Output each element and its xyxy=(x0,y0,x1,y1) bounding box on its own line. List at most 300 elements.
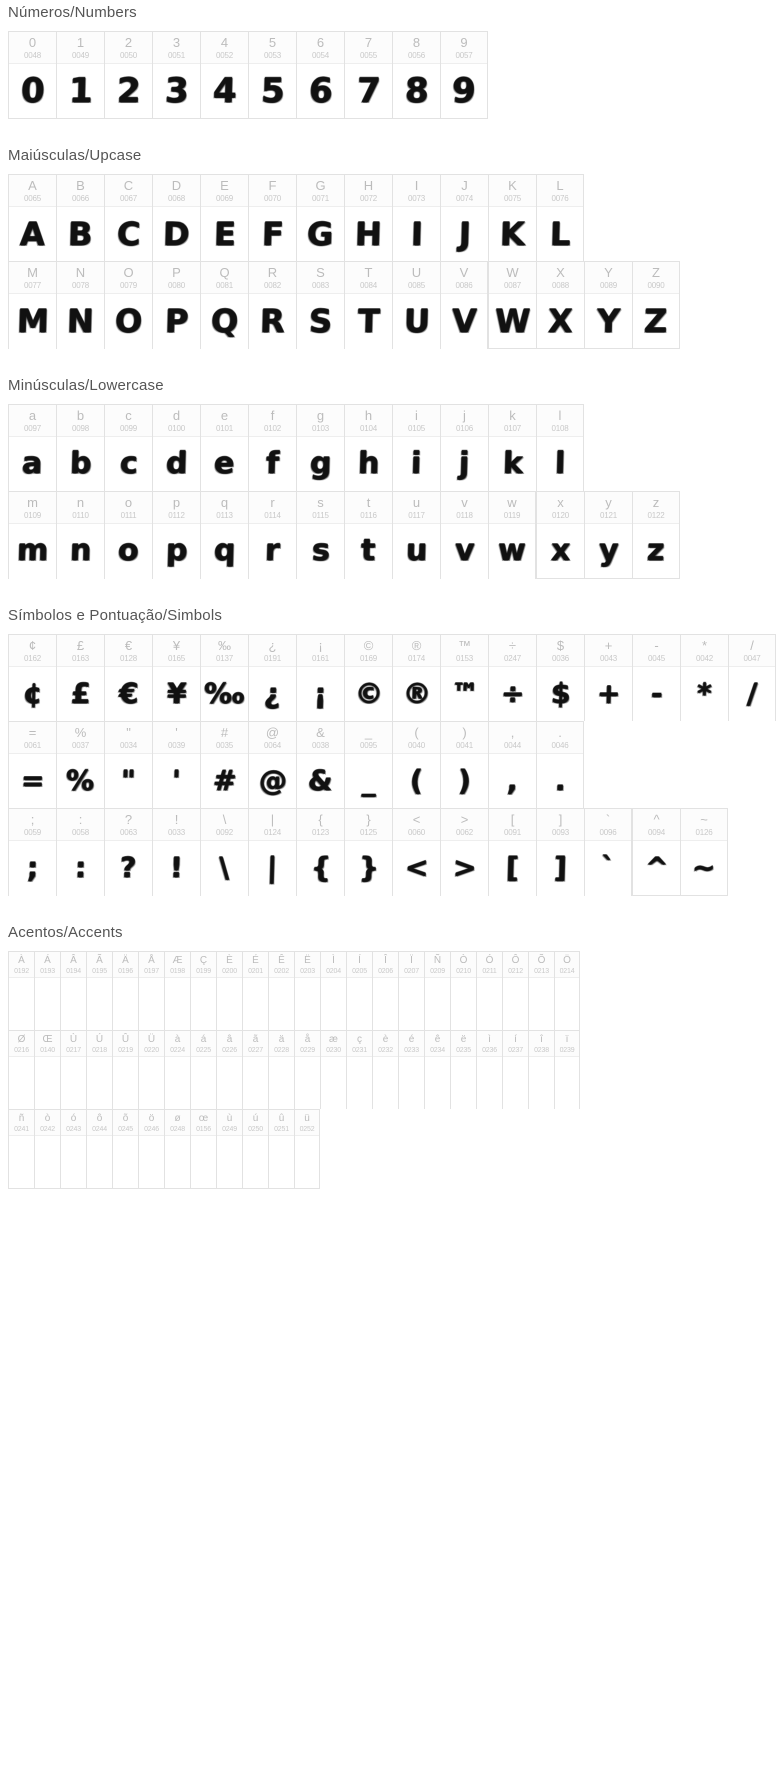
glyph-cell[interactable] xyxy=(424,951,450,1030)
glyph-cell-header xyxy=(201,722,248,754)
glyph-cell[interactable] xyxy=(728,634,776,721)
glyph-sample-area xyxy=(113,1057,138,1109)
glyph-cell[interactable] xyxy=(346,1030,372,1109)
glyph-cell[interactable] xyxy=(502,951,528,1030)
glyph-cell[interactable] xyxy=(440,721,488,808)
glyph-cell[interactable] xyxy=(164,951,190,1030)
glyph-sample: L xyxy=(549,215,571,253)
glyph-cell-header xyxy=(165,1110,190,1136)
glyph-sample: ! xyxy=(169,851,184,884)
glyph-cell[interactable] xyxy=(138,1030,164,1109)
glyph-cell[interactable] xyxy=(152,491,200,579)
glyph-sample: : xyxy=(74,851,87,884)
glyph-sample: ~ xyxy=(691,851,717,884)
glyph-row xyxy=(8,721,584,808)
glyph-cell[interactable] xyxy=(152,174,200,261)
glyph-character-label: í xyxy=(514,1034,517,1045)
glyph-cell-header xyxy=(393,262,440,294)
glyph-cell[interactable] xyxy=(536,261,584,349)
glyph-sample-area xyxy=(441,754,488,808)
glyph-code-label: 0224 xyxy=(170,1047,185,1054)
glyph-cell[interactable] xyxy=(104,174,152,261)
section-title: Minúsculas/Lowercase xyxy=(8,377,164,394)
glyph-cell[interactable] xyxy=(60,951,86,1030)
glyph-cell[interactable] xyxy=(34,1109,60,1189)
glyph-code-label: 0207 xyxy=(404,968,419,975)
glyph-cell[interactable] xyxy=(190,1030,216,1109)
glyph-cell[interactable] xyxy=(536,808,584,896)
glyph-cell[interactable] xyxy=(56,491,104,579)
glyph-cell[interactable] xyxy=(268,1109,294,1189)
glyph-sample-area xyxy=(61,1136,86,1188)
glyph-cell[interactable] xyxy=(60,1109,86,1189)
glyph-cell[interactable] xyxy=(152,261,200,349)
glyph-code-label: 0125 xyxy=(360,828,377,837)
glyph-cell[interactable] xyxy=(488,174,536,261)
glyph-cell[interactable] xyxy=(104,634,152,721)
glyph-cell[interactable] xyxy=(164,1109,190,1189)
glyph-cell[interactable] xyxy=(632,808,680,896)
glyph-cell[interactable] xyxy=(56,634,104,721)
glyph-sample: < xyxy=(404,851,429,884)
glyph-cell-header xyxy=(373,952,398,978)
glyph-cell[interactable] xyxy=(632,634,680,721)
glyph-cell-header xyxy=(393,722,440,754)
glyph-cell[interactable] xyxy=(86,951,112,1030)
glyph-character-label: ¿ xyxy=(268,638,277,653)
glyph-sample-area xyxy=(503,1057,528,1109)
glyph-cell[interactable] xyxy=(344,404,392,491)
glyph-cell[interactable] xyxy=(296,721,344,808)
glyph-code-label: 0071 xyxy=(312,194,329,203)
glyph-cell[interactable] xyxy=(372,951,398,1030)
glyph-character-label: û xyxy=(278,1113,285,1124)
glyph-cell[interactable] xyxy=(152,634,200,721)
glyph-cell[interactable] xyxy=(112,1030,138,1109)
glyph-sample-area xyxy=(105,841,152,895)
glyph-cell-header xyxy=(345,809,392,841)
glyph-character-label: Û xyxy=(121,1034,130,1045)
glyph-character-label: N xyxy=(75,265,86,280)
glyph-sample-area xyxy=(345,754,392,808)
glyph-cell[interactable] xyxy=(152,404,200,491)
glyph-cell[interactable] xyxy=(200,174,248,261)
glyph-cell[interactable] xyxy=(528,951,554,1030)
glyph-character-label: Ö xyxy=(563,955,571,966)
glyph-character-label: : xyxy=(78,812,83,827)
glyph-code-label: 0193 xyxy=(40,968,55,975)
glyph-cell[interactable] xyxy=(296,491,344,579)
glyph-cell[interactable] xyxy=(584,261,632,349)
glyph-cell-header xyxy=(393,175,440,207)
glyph-cell[interactable] xyxy=(584,808,632,896)
glyph-sample: h xyxy=(357,446,380,481)
glyph-character-label: Ã xyxy=(96,955,103,966)
glyph-cell-header xyxy=(9,809,56,841)
glyph-cell-header xyxy=(35,1031,60,1057)
glyph-sample: W xyxy=(494,302,531,340)
glyph-character-label: Å xyxy=(148,955,155,966)
glyph-cell[interactable] xyxy=(392,721,440,808)
section-title: Números/Numbers xyxy=(8,4,137,21)
glyph-code-label: 0194 xyxy=(66,968,81,975)
glyph-cell[interactable] xyxy=(8,31,56,119)
glyph-cell-header xyxy=(529,1031,554,1057)
glyph-character-label: f xyxy=(270,408,275,423)
glyph-cell[interactable] xyxy=(536,721,584,808)
glyph-cell[interactable] xyxy=(344,31,392,119)
glyph-cell[interactable] xyxy=(488,404,536,491)
glyph-sample: . xyxy=(554,764,566,797)
glyph-code-label: 0033 xyxy=(168,828,185,837)
glyph-sample: ¿ xyxy=(263,677,282,710)
glyph-character-label: C xyxy=(123,178,134,193)
glyph-row xyxy=(8,1030,580,1109)
glyph-cell-header xyxy=(345,635,392,667)
glyph-cell[interactable] xyxy=(536,404,584,491)
glyph-cell[interactable] xyxy=(392,634,440,721)
glyph-cell[interactable] xyxy=(296,808,344,896)
glyph-cell[interactable] xyxy=(104,721,152,808)
glyph-cell[interactable] xyxy=(8,951,34,1030)
glyph-character-label: # xyxy=(220,725,229,740)
glyph-cell[interactable] xyxy=(60,1030,86,1109)
glyph-character-label: J xyxy=(461,178,468,193)
glyph-cell[interactable] xyxy=(296,31,344,119)
glyph-sample-area xyxy=(9,667,56,721)
glyph-cell[interactable] xyxy=(392,808,440,896)
glyph-cell[interactable] xyxy=(554,951,580,1030)
glyph-cell[interactable] xyxy=(398,1030,424,1109)
glyph-cell[interactable] xyxy=(56,174,104,261)
glyph-cell-header xyxy=(633,809,680,841)
glyph-cell[interactable] xyxy=(8,491,56,579)
glyph-cell[interactable] xyxy=(398,951,424,1030)
glyph-cell[interactable] xyxy=(488,634,536,721)
glyph-cell[interactable] xyxy=(440,31,488,119)
glyph-sample-area xyxy=(633,841,680,895)
glyph-cell[interactable] xyxy=(248,634,296,721)
glyph-cell[interactable] xyxy=(344,634,392,721)
glyph-cell[interactable] xyxy=(56,721,104,808)
glyph-cell[interactable] xyxy=(164,1030,190,1109)
glyph-code-label: 0081 xyxy=(216,281,233,290)
glyph-cell[interactable] xyxy=(528,1030,554,1109)
glyph-cell[interactable] xyxy=(536,491,584,579)
glyph-cell[interactable] xyxy=(294,1030,320,1109)
glyph-cell[interactable] xyxy=(450,1030,476,1109)
glyph-code-label: 0227 xyxy=(248,1047,263,1054)
glyph-cell[interactable] xyxy=(248,491,296,579)
glyph-cell-header xyxy=(633,635,680,667)
glyph-cell[interactable] xyxy=(392,404,440,491)
glyph-cell-header xyxy=(201,492,248,524)
glyph-character-label: P xyxy=(172,265,181,280)
glyph-cell-header xyxy=(537,175,583,207)
glyph-cell[interactable] xyxy=(86,1030,112,1109)
glyph-character-label: À xyxy=(18,955,25,966)
glyph-cell[interactable] xyxy=(200,634,248,721)
glyph-cell[interactable] xyxy=(242,1109,268,1189)
glyph-code-label: 0203 xyxy=(300,968,315,975)
glyph-code-label: 0053 xyxy=(264,51,281,60)
glyph-cell[interactable] xyxy=(104,491,152,579)
glyph-cell[interactable] xyxy=(56,404,104,491)
glyph-cell[interactable] xyxy=(320,1030,346,1109)
glyph-code-label: 0165 xyxy=(168,654,185,663)
glyph-cell[interactable] xyxy=(450,951,476,1030)
glyph-character-label: à xyxy=(174,1034,181,1045)
glyph-sample-area xyxy=(105,294,152,348)
glyph-cell-header xyxy=(393,32,440,64)
glyph-cell[interactable] xyxy=(8,261,56,349)
glyph-cell[interactable] xyxy=(138,1109,164,1189)
glyph-cell-header xyxy=(9,175,56,207)
glyph-cell[interactable] xyxy=(680,808,728,896)
glyph-cell[interactable] xyxy=(268,951,294,1030)
glyph-cell-header xyxy=(269,1110,294,1136)
glyph-cell[interactable] xyxy=(104,261,152,349)
glyph-character-label: 1 xyxy=(76,35,85,50)
glyph-character-label: é xyxy=(408,1034,415,1045)
glyph-cell[interactable] xyxy=(268,1030,294,1109)
glyph-cell[interactable] xyxy=(502,1030,528,1109)
glyph-cell[interactable] xyxy=(216,951,242,1030)
glyph-sample: T xyxy=(357,302,380,340)
glyph-cell[interactable] xyxy=(488,721,536,808)
glyph-cell[interactable] xyxy=(488,261,536,349)
glyph-code-label: 0229 xyxy=(300,1047,315,1054)
glyph-cell[interactable] xyxy=(440,634,488,721)
glyph-cell[interactable] xyxy=(344,261,392,349)
glyph-cell[interactable] xyxy=(200,721,248,808)
glyph-cell[interactable] xyxy=(344,174,392,261)
glyph-cell[interactable] xyxy=(8,634,56,721)
glyph-cell[interactable] xyxy=(200,808,248,896)
glyph-cell-header xyxy=(321,1031,346,1057)
glyph-character-label: U xyxy=(411,265,422,280)
glyph-character-label: ù xyxy=(226,1113,233,1124)
glyph-cell[interactable] xyxy=(152,721,200,808)
glyph-sample-area xyxy=(201,64,248,118)
glyph-cell[interactable] xyxy=(190,951,216,1030)
glyph-row xyxy=(8,404,584,491)
glyph-code-label: 0085 xyxy=(408,281,425,290)
glyph-cell[interactable] xyxy=(8,808,56,896)
glyph-cell[interactable] xyxy=(344,808,392,896)
glyph-sample: ' xyxy=(171,764,182,797)
glyph-cell[interactable] xyxy=(296,174,344,261)
glyph-code-label: 0161 xyxy=(312,654,329,663)
glyph-cell[interactable] xyxy=(248,261,296,349)
glyph-sample: & xyxy=(307,764,334,797)
glyph-cell[interactable] xyxy=(632,491,680,579)
glyph-cell[interactable] xyxy=(372,1030,398,1109)
glyph-sample: p xyxy=(165,533,188,568)
glyph-character-label: > xyxy=(460,812,469,827)
glyph-cell[interactable] xyxy=(104,31,152,119)
glyph-code-label: 0083 xyxy=(312,281,329,290)
glyph-cell[interactable] xyxy=(392,31,440,119)
glyph-cell[interactable] xyxy=(248,808,296,896)
glyph-row xyxy=(8,491,536,579)
glyph-cell[interactable] xyxy=(242,1030,268,1109)
glyph-cell-header xyxy=(9,405,56,437)
glyph-code-label: 0219 xyxy=(118,1047,133,1054)
glyph-cell[interactable] xyxy=(200,404,248,491)
glyph-cell[interactable] xyxy=(216,1109,242,1189)
glyph-cell[interactable] xyxy=(200,261,248,349)
glyph-cell-header xyxy=(57,262,104,294)
glyph-cell[interactable] xyxy=(440,808,488,896)
glyph-cell[interactable] xyxy=(440,261,488,349)
glyph-cell[interactable] xyxy=(554,1030,580,1109)
glyph-cell[interactable] xyxy=(56,31,104,119)
glyph-sample-area xyxy=(633,524,679,578)
glyph-cell[interactable] xyxy=(248,404,296,491)
glyph-sample: I xyxy=(410,215,423,253)
glyph-cell[interactable] xyxy=(248,721,296,808)
glyph-code-label: 0106 xyxy=(456,424,473,433)
glyph-character-label: / xyxy=(750,638,754,653)
glyph-cell[interactable] xyxy=(34,1030,60,1109)
glyph-cell[interactable] xyxy=(632,261,680,349)
glyph-code-label: 0246 xyxy=(144,1126,159,1133)
glyph-cell[interactable] xyxy=(248,174,296,261)
glyph-character-label: ç xyxy=(357,1034,362,1045)
glyph-sample-area xyxy=(153,64,200,118)
glyph-cell[interactable] xyxy=(8,404,56,491)
glyph-sample: j xyxy=(458,446,471,481)
glyph-cell[interactable] xyxy=(296,634,344,721)
glyph-sample-area xyxy=(345,207,392,261)
glyph-cell[interactable] xyxy=(294,951,320,1030)
glyph-code-label: 0163 xyxy=(72,654,89,663)
glyph-cell[interactable] xyxy=(424,1030,450,1109)
glyph-sample-area xyxy=(295,1136,319,1188)
glyph-sample-area xyxy=(57,294,104,348)
glyph-cell[interactable] xyxy=(488,491,536,579)
glyph-cell[interactable] xyxy=(344,721,392,808)
glyph-cell[interactable] xyxy=(320,951,346,1030)
glyph-cell[interactable] xyxy=(190,1109,216,1189)
glyph-cell[interactable] xyxy=(440,404,488,491)
glyph-cell[interactable] xyxy=(56,808,104,896)
glyph-sample: F xyxy=(261,215,284,253)
glyph-code-label: 0073 xyxy=(408,194,425,203)
glyph-cell[interactable] xyxy=(216,1030,242,1109)
glyph-character-label: Z xyxy=(652,265,660,280)
glyph-cell-header xyxy=(393,809,440,841)
glyph-cell[interactable] xyxy=(112,951,138,1030)
glyph-cell[interactable] xyxy=(440,491,488,579)
glyph-sample-area xyxy=(87,1136,112,1188)
glyph-cell[interactable] xyxy=(536,174,584,261)
glyph-row xyxy=(8,1109,320,1189)
glyph-cell-header xyxy=(9,1110,34,1136)
glyph-cell[interactable] xyxy=(152,808,200,896)
glyph-cell-header xyxy=(585,262,632,294)
glyph-cell[interactable] xyxy=(680,634,728,721)
glyph-cell[interactable] xyxy=(536,634,584,721)
glyph-sample: A xyxy=(19,215,46,253)
glyph-cell-header xyxy=(297,262,344,294)
glyph-cell[interactable] xyxy=(86,1109,112,1189)
glyph-cell[interactable] xyxy=(104,404,152,491)
glyph-code-label: 0087 xyxy=(504,281,521,290)
glyph-cell[interactable] xyxy=(476,1030,502,1109)
glyph-code-label: 0100 xyxy=(168,424,185,433)
glyph-code-label: 0049 xyxy=(72,51,89,60)
glyph-cell[interactable] xyxy=(152,31,200,119)
glyph-character-label: e xyxy=(220,408,229,423)
glyph-row xyxy=(8,261,488,349)
glyph-code-label: 0110 xyxy=(72,511,89,520)
glyph-cell[interactable] xyxy=(296,404,344,491)
glyph-cell[interactable] xyxy=(392,174,440,261)
glyph-code-label: 0084 xyxy=(360,281,377,290)
glyph-cell[interactable] xyxy=(112,1109,138,1189)
glyph-sample: - xyxy=(650,677,663,710)
glyph-sample-area xyxy=(393,667,440,721)
glyph-cell[interactable] xyxy=(56,261,104,349)
glyph-character-label: Y xyxy=(604,265,613,280)
glyph-code-label: 0075 xyxy=(504,194,521,203)
glyph-cell[interactable] xyxy=(392,261,440,349)
glyph-sample: | xyxy=(266,851,279,884)
glyph-cell[interactable] xyxy=(476,951,502,1030)
glyph-cell-header xyxy=(105,492,152,524)
glyph-cell-header xyxy=(201,32,248,64)
glyph-cell[interactable] xyxy=(8,1109,34,1189)
glyph-sample: \ xyxy=(218,851,231,884)
glyph-cell[interactable] xyxy=(104,808,152,896)
glyph-sample-area xyxy=(489,294,536,348)
glyph-code-label: 0248 xyxy=(170,1126,185,1133)
glyph-cell-header xyxy=(105,262,152,294)
glyph-cell[interactable] xyxy=(294,1109,320,1189)
glyph-cell-header xyxy=(113,1031,138,1057)
glyph-cell[interactable] xyxy=(200,491,248,579)
glyph-sample-area xyxy=(537,207,583,261)
glyph-cell-header xyxy=(477,952,502,978)
glyph-cell[interactable] xyxy=(344,491,392,579)
glyph-cell[interactable] xyxy=(296,261,344,349)
glyph-cell[interactable] xyxy=(346,951,372,1030)
glyph-character-label: Ä xyxy=(122,955,129,966)
glyph-cell[interactable] xyxy=(8,1030,34,1109)
glyph-sample: S xyxy=(308,302,333,340)
glyph-code-label: 0082 xyxy=(264,281,281,290)
glyph-cell[interactable] xyxy=(488,808,536,896)
glyph-cell[interactable] xyxy=(8,721,56,808)
glyph-cell-header xyxy=(249,32,296,64)
glyph-sample-area xyxy=(57,64,104,118)
glyph-cell[interactable] xyxy=(392,491,440,579)
glyph-cell[interactable] xyxy=(584,491,632,579)
glyph-cell-header xyxy=(35,952,60,978)
glyph-cell[interactable] xyxy=(138,951,164,1030)
glyph-character-label: V xyxy=(459,265,469,280)
glyph-cell[interactable] xyxy=(248,31,296,119)
glyph-cell[interactable] xyxy=(584,634,632,721)
glyph-cell[interactable] xyxy=(200,31,248,119)
glyph-cell[interactable] xyxy=(34,951,60,1030)
glyph-sample-area xyxy=(633,667,680,721)
glyph-cell[interactable] xyxy=(440,174,488,261)
glyph-cell[interactable] xyxy=(242,951,268,1030)
glyph-cell[interactable] xyxy=(8,174,56,261)
